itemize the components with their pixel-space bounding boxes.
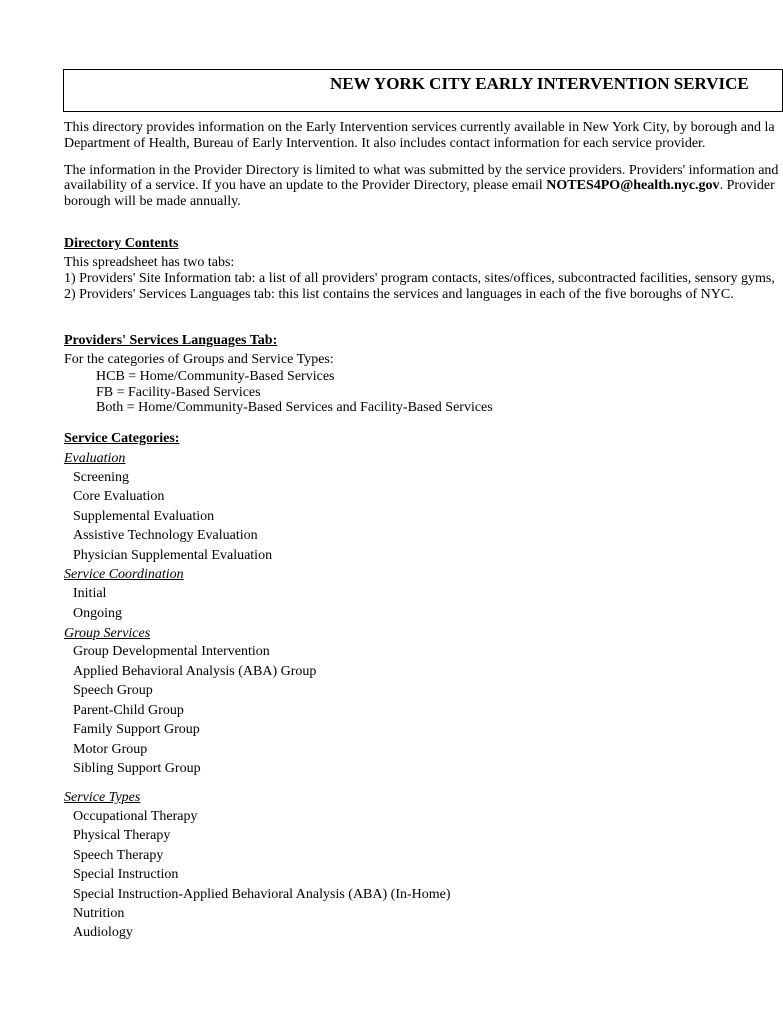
intro-p2-line3: borough will be made annually. (64, 194, 241, 209)
list-item: Speech Group (73, 683, 153, 698)
document-title: NEW YORK CITY EARLY INTERVENTION SERVICE (330, 74, 749, 93)
fb-definition: FB = Facility-Based Services (96, 385, 261, 400)
group-services-label: Group Services (64, 626, 151, 641)
intro-p2-line2 (64, 178, 775, 194)
list-item: Speech Therapy (73, 848, 164, 863)
list-item: Special Instruction-Applied Behavioral Analysis (ABA) (In-Home) (73, 887, 451, 902)
contents-line3: 2) Providers' Services Languages tab: this list contains the services and languages in each of the five boroughs of NYC. (64, 287, 734, 302)
list-item: Group Developmental Intervention (73, 644, 270, 659)
list-item: Screening (73, 470, 129, 485)
list-item: Sibling Support Group (73, 761, 201, 776)
title-box (63, 69, 783, 112)
evaluation-label: Evaluation (64, 451, 126, 466)
intro-p1-line2: Department of Health, Bureau of Early Intervention. It also includes contact information for each service provider. (64, 136, 706, 151)
languages-tab-line1: For the categories of Groups and Service Types: (64, 352, 334, 367)
list-item: Special Instruction (73, 867, 179, 882)
intro-p1-line1: This directory provides information on the Early Intervention services currently available in New York City, by borough and la (64, 120, 775, 135)
list-item: Family Support Group (73, 722, 200, 737)
email-link[interactable]: NOTES4PO@health.nyc.gov (546, 178, 720, 193)
list-item: Applied Behavioral Analysis (ABA) Group (73, 664, 317, 679)
list-item: Motor Group (73, 742, 148, 757)
intro-p2-line2-text: availability of a service. If you have an update to the Provider Directory, please email (64, 178, 547, 193)
list-item: Initial (73, 586, 107, 601)
service-coordination-label: Service Coordination (64, 567, 184, 582)
list-item: Occupational Therapy (73, 809, 198, 824)
list-item: Supplemental Evaluation (73, 509, 215, 524)
languages-tab-heading: Providers' Services Languages Tab: (64, 333, 278, 348)
intro-p2-line2-tail: . Provider (719, 178, 775, 193)
list-item: Nutrition (73, 906, 125, 921)
list-item: Physical Therapy (73, 828, 171, 843)
contents-line1: This spreadsheet has two tabs: (64, 255, 235, 270)
list-item: Core Evaluation (73, 489, 165, 504)
hcb-definition: HCB = Home/Community-Based Services (96, 369, 335, 384)
list-item: Parent-Child Group (73, 703, 184, 718)
contents-line2: 1) Providers' Site Information tab: a list of all providers' program contacts, sites/offices, subcontracted facilities, sensory gyms, (64, 271, 775, 286)
directory-contents-heading: Directory Contents (64, 236, 179, 251)
service-categories-heading: Service Categories: (64, 431, 180, 446)
intro-p2-line1: The information in the Provider Directory is limited to what was submitted by the service providers. Providers' information and (64, 163, 779, 178)
list-item: Ongoing (73, 606, 122, 621)
both-definition: Both = Home/Community-Based Services and Facility-Based Services (96, 400, 493, 415)
list-item: Physician Supplemental Evaluation (73, 548, 273, 563)
service-types-label: Service Types (64, 790, 141, 805)
list-item: Audiology (73, 925, 133, 940)
list-item: Assistive Technology Evaluation (73, 528, 258, 543)
